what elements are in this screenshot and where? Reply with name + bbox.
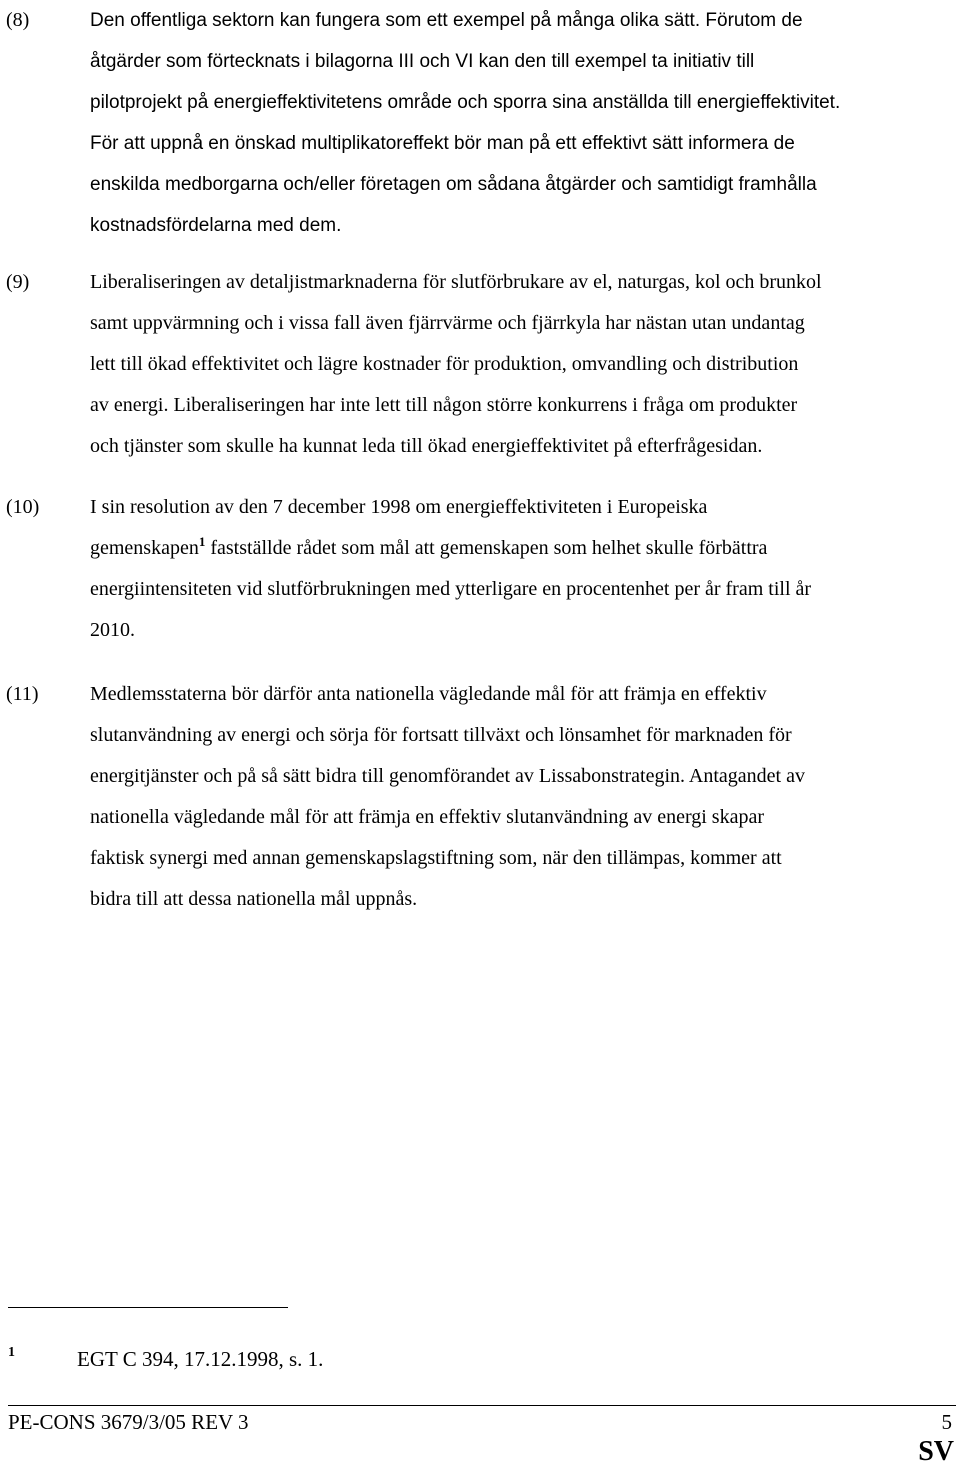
text-line: bidra till att dessa nationella mål uppnås.: [90, 888, 418, 910]
footer-separator: [8, 1405, 956, 1406]
text-line: faktisk synergi med annan gemenskapslagstiftning som, när den tillämpas, kommer att: [90, 847, 782, 869]
text-segment: fastställde rådet som mål att gemenskapen som helhet skulle förbättra: [205, 537, 768, 559]
paragraph-number: (10): [6, 496, 40, 518]
text-line: 2010.: [90, 619, 135, 641]
footnote-separator: [8, 1307, 288, 1308]
text-line: Den offentliga sektorn kan fungera som ett exempel på många olika sätt. Förutom de: [90, 10, 803, 31]
text-line: energitjänster och på så sätt bidra till genomförandet av Lissabonstrategin. Antagandet av: [90, 765, 805, 787]
footnote-text: EGT C 394, 17.12.1998, s. 1.: [77, 1347, 324, 1371]
footnote-reference: 1: [198, 534, 206, 549]
paragraph-text: [90, 487, 956, 651]
footnote-marker: 1: [8, 1345, 15, 1360]
language-code: SV: [918, 1436, 954, 1467]
text-line: nationella vägledande mål för att främja en effektiv slutanvändning av energi skapar: [90, 806, 765, 828]
text-line: pilotprojekt på energieffektivitetens område och sporra sina anställda till energieffektivitet.: [90, 92, 841, 113]
text-segment: gemenskapen: [90, 537, 199, 559]
text-line: I sin resolution av den 7 december 1998 om energieffektiviteten i Europeiska: [90, 496, 708, 518]
text-line: och tjänster som skulle ha kunnat leda till ökad energieffektivitet på efterfrågesidan.: [90, 435, 763, 457]
paragraph-text: [90, 674, 956, 920]
text-line: [90, 528, 956, 569]
paragraph-number: (11): [6, 683, 39, 705]
text-line: energiintensiteten vid slutförbrukningen med ytterligare en procentenhet per år fram till år: [90, 578, 812, 600]
text-line: Medlemsstaterna bör därför anta nationella vägledande mål för att främja en effektiv: [90, 683, 767, 705]
document-reference: PE-CONS 3679/3/05 REV 3: [8, 1410, 249, 1434]
page-number: 5: [941, 1410, 952, 1434]
text-line: Liberaliseringen av detaljistmarknaderna för slutförbrukare av el, naturgas, kol och brunkol: [90, 271, 822, 293]
paragraph-text: [90, 0, 956, 246]
text-line: samt uppvärmning och i vissa fall även fjärrvärme och fjärrkyla har nästan utan undantag: [90, 312, 805, 334]
text-line: lett till ökad effektivitet och lägre kostnader för produktion, omvandling och distribution: [90, 353, 799, 375]
paragraph-number: (8): [6, 9, 30, 31]
text-line: slutanvändning av energi och sörja för fortsatt tillväxt och lönsamhet för marknaden för: [90, 724, 792, 746]
text-line: För att uppnå en önskad multiplikatoreffekt bör man på ett effektivt sätt informera de: [90, 133, 795, 154]
text-line: åtgärder som förtecknats i bilagorna III och VI kan den till exempel ta initiativ till: [90, 51, 755, 72]
text-line: enskilda medborgarna och/eller företagen om sådana åtgärder och samtidigt framhålla: [90, 174, 817, 195]
paragraph-number: (9): [6, 271, 30, 293]
text-line: kostnadsfördelarna med dem.: [90, 215, 342, 236]
paragraph-text: [90, 262, 956, 467]
text-line: av energi. Liberaliseringen har inte lett till någon större konkurrens i fråga om produkter: [90, 394, 798, 416]
